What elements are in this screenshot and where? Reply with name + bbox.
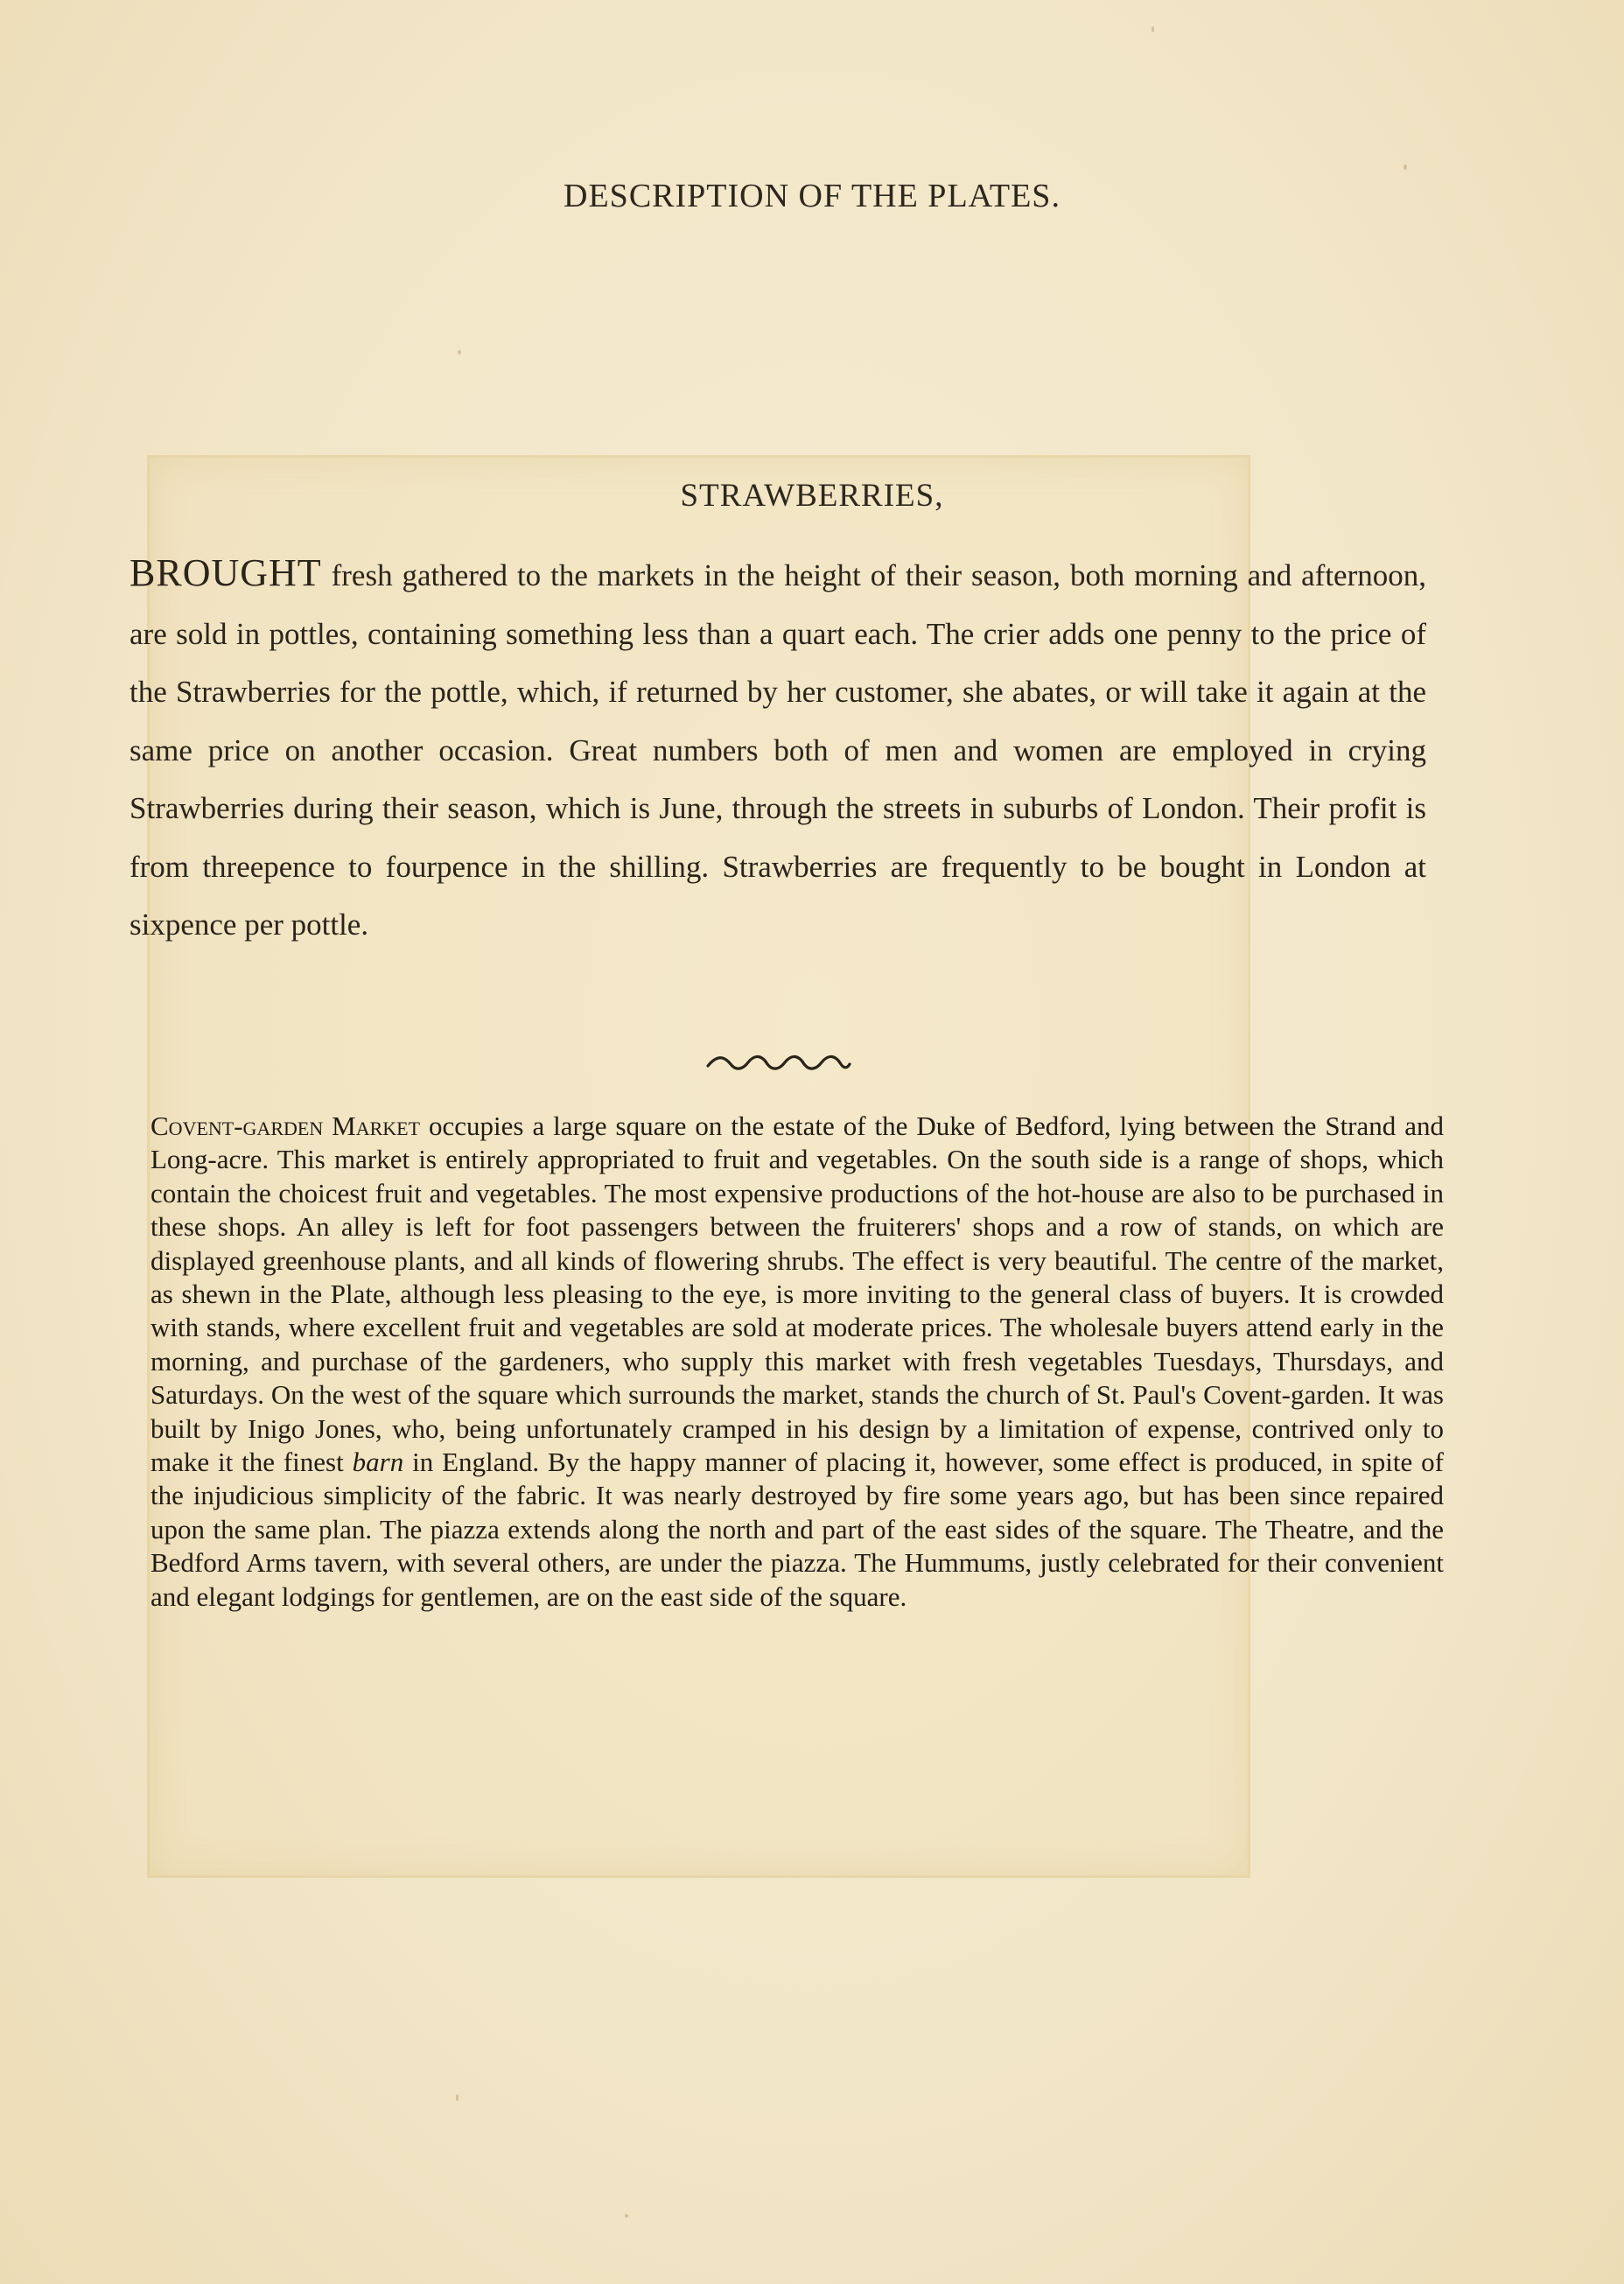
lead-word: BROUGHT [130,551,322,594]
strawberries-paragraph [130,544,1426,955]
covent-garden-text-1: occupies a large square on the estate of the Duke of Bedford, lying between the Strand and Long-acre. This market is entirely appropriated to fruit and vegetables. On the south side is a range of shops, which contain the choicest fruit and vegetables. The most expensive productions of the hot-house are also to be purchased in these shops. An alley is left for foot passengers between the fruiterers' shops and a row of stands, on which are displayed greenhouse plants, and all kinds of flowering shrubs. The effect is very beautiful. The centre of the market, as shewn in the Plate, although less pleasing to the eye, is more inviting to the general class of buyers. It is crowded with stands, where excellent fruit and vegetables are sold at moderate prices. The wholesale buyers attend early in the morning, and purchase of the gardeners, who supply this market with fresh vegetables Tuesdays, Thursdays, and Saturdays. On the west of the square which surrounds the market, stands the church of St. Paul's Covent-garden. It was built by Inigo Jones, who, being unfortunately cramped in his design by a limitation of expense, contrived only to make it the finest [150,1110,1444,1478]
covent-garden-text-2: in England. By the happy manner of placing it, however, some effect is produced, in spite of the injudicious simplicity of the fabric. It was nearly destroyed by fire some years ago, but has been since repaired upon the same plan. The piazza extends along the north and part of the east sides of the square. The Theatre, and the Bedford Arms tavern, with several others, are under the piazza. The Hummums, justly celebrated for their convenient and elegant lodgings for gentlemen, are on the east side of the square. [150,1447,1444,1612]
section-title: STRAWBERRIES, [680,478,944,514]
ornament-flourish [704,1050,853,1076]
covent-garden-paragraph [150,1110,1444,1614]
running-header: DESCRIPTION OF THE PLATES. [564,178,1060,214]
lead-covent-garden: Covent-garden [150,1110,324,1141]
italic-word: barn [352,1447,404,1478]
lead-market: Market [332,1110,421,1141]
strawberries-text: fresh gathered to the markets in the height of their season, both morning and afternoon, are sold in pottles, containing something less than a quart each. The crier adds one penny to the price of the Strawberries for the pottle, which, if returned by her customer, she abates, or will take it again at the same price on another occasion. Great numbers both of men and women are employed in crying Strawberries during their season, which is June, through the streets in suburbs of London. Their profit is from threepence to fourpence in the shilling. Strawberries are frequently to be bought in London at sixpence per pottle. [130,558,1426,942]
